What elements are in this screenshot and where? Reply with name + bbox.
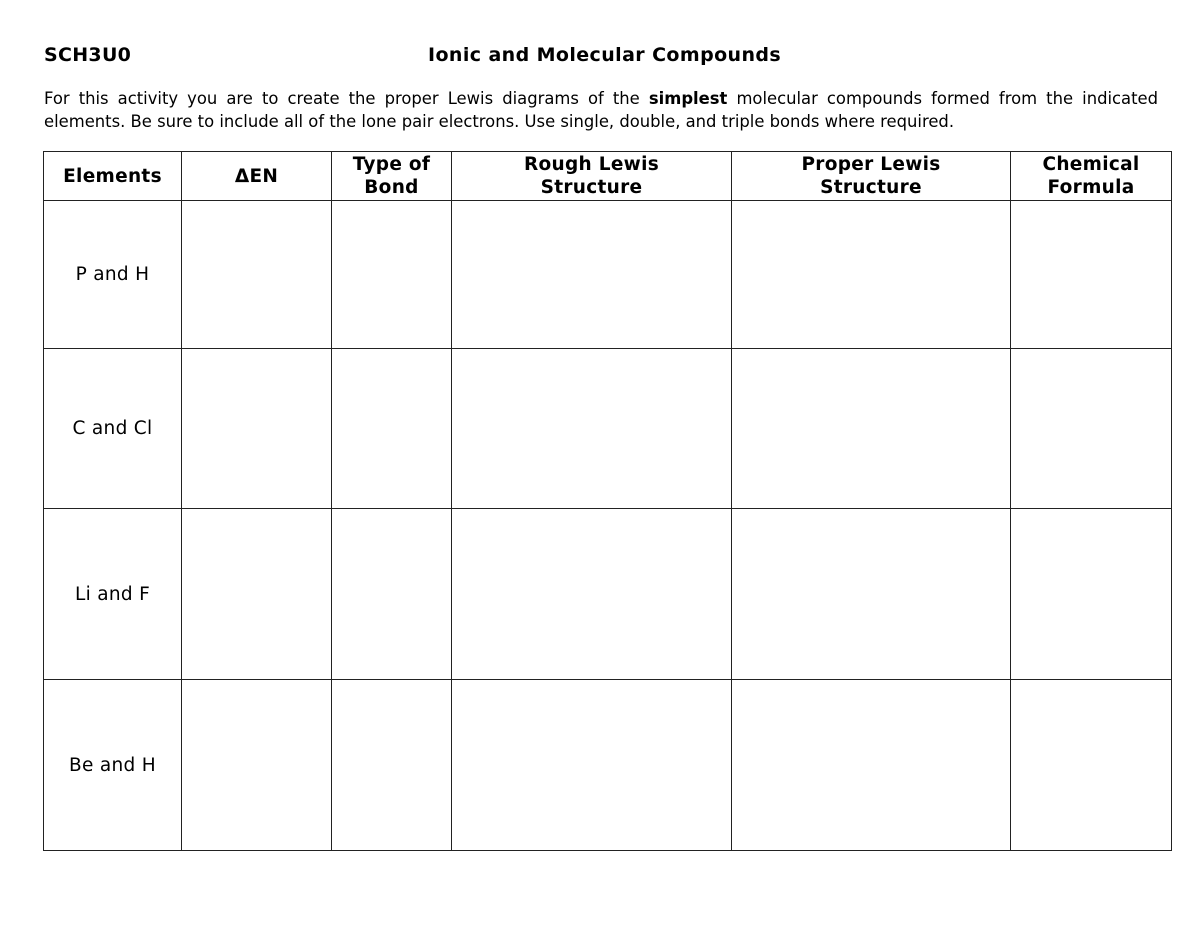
delta-en-cell[interactable] bbox=[182, 201, 332, 349]
formula-cell[interactable] bbox=[1011, 680, 1172, 851]
column-header-delta-en: ΔEN bbox=[182, 152, 332, 201]
worksheet-table bbox=[43, 151, 1172, 851]
elements-cell: Be and H bbox=[44, 680, 182, 851]
bond-type-cell[interactable] bbox=[332, 201, 452, 349]
elements-cell: P and H bbox=[44, 201, 182, 349]
table-row bbox=[44, 680, 1172, 851]
table-header-row bbox=[44, 152, 1172, 201]
bond-type-cell[interactable] bbox=[332, 680, 452, 851]
delta-en-cell[interactable] bbox=[182, 349, 332, 509]
course-code: SCH3U0 bbox=[44, 44, 132, 66]
column-header-elements: Elements bbox=[44, 152, 182, 201]
elements-cell: Li and F bbox=[44, 509, 182, 680]
rough-lewis-cell[interactable] bbox=[452, 680, 732, 851]
proper-lewis-cell[interactable] bbox=[732, 349, 1011, 509]
table-row bbox=[44, 509, 1172, 680]
instructions-text-end: molecular compounds formed from the indicated elements. Be sure to include all of the lone pair electrons. Use single, double, and triple bonds where required. bbox=[44, 89, 1159, 131]
column-header-proper-lewis: Proper Lewis Structure bbox=[732, 152, 1011, 201]
rough-lewis-cell[interactable] bbox=[452, 349, 732, 509]
bond-type-cell[interactable] bbox=[332, 349, 452, 509]
instructions-paragraph bbox=[44, 87, 1158, 133]
instructions-text-start: For this activity you are to create the proper Lewis diagrams of the bbox=[44, 89, 649, 108]
page-title: Ionic and Molecular Compounds bbox=[428, 44, 782, 66]
delta-en-cell[interactable] bbox=[182, 680, 332, 851]
rough-lewis-cell[interactable] bbox=[452, 509, 732, 680]
rough-lewis-cell[interactable] bbox=[452, 201, 732, 349]
table-row bbox=[44, 349, 1172, 509]
column-header-bond-type: Type of Bond bbox=[332, 152, 452, 201]
formula-cell[interactable] bbox=[1011, 509, 1172, 680]
proper-lewis-cell[interactable] bbox=[732, 201, 1011, 349]
formula-cell[interactable] bbox=[1011, 349, 1172, 509]
elements-cell: C and Cl bbox=[44, 349, 182, 509]
column-header-formula: Chemical Formula bbox=[1011, 152, 1172, 201]
proper-lewis-cell[interactable] bbox=[732, 509, 1011, 680]
table-row bbox=[44, 201, 1172, 349]
document-header bbox=[44, 44, 1170, 70]
formula-cell[interactable] bbox=[1011, 201, 1172, 349]
instructions-emphasis: simplest bbox=[648, 89, 728, 108]
delta-en-cell[interactable] bbox=[182, 509, 332, 680]
proper-lewis-cell[interactable] bbox=[732, 680, 1011, 851]
bond-type-cell[interactable] bbox=[332, 509, 452, 680]
column-header-rough-lewis: Rough Lewis Structure bbox=[452, 152, 732, 201]
